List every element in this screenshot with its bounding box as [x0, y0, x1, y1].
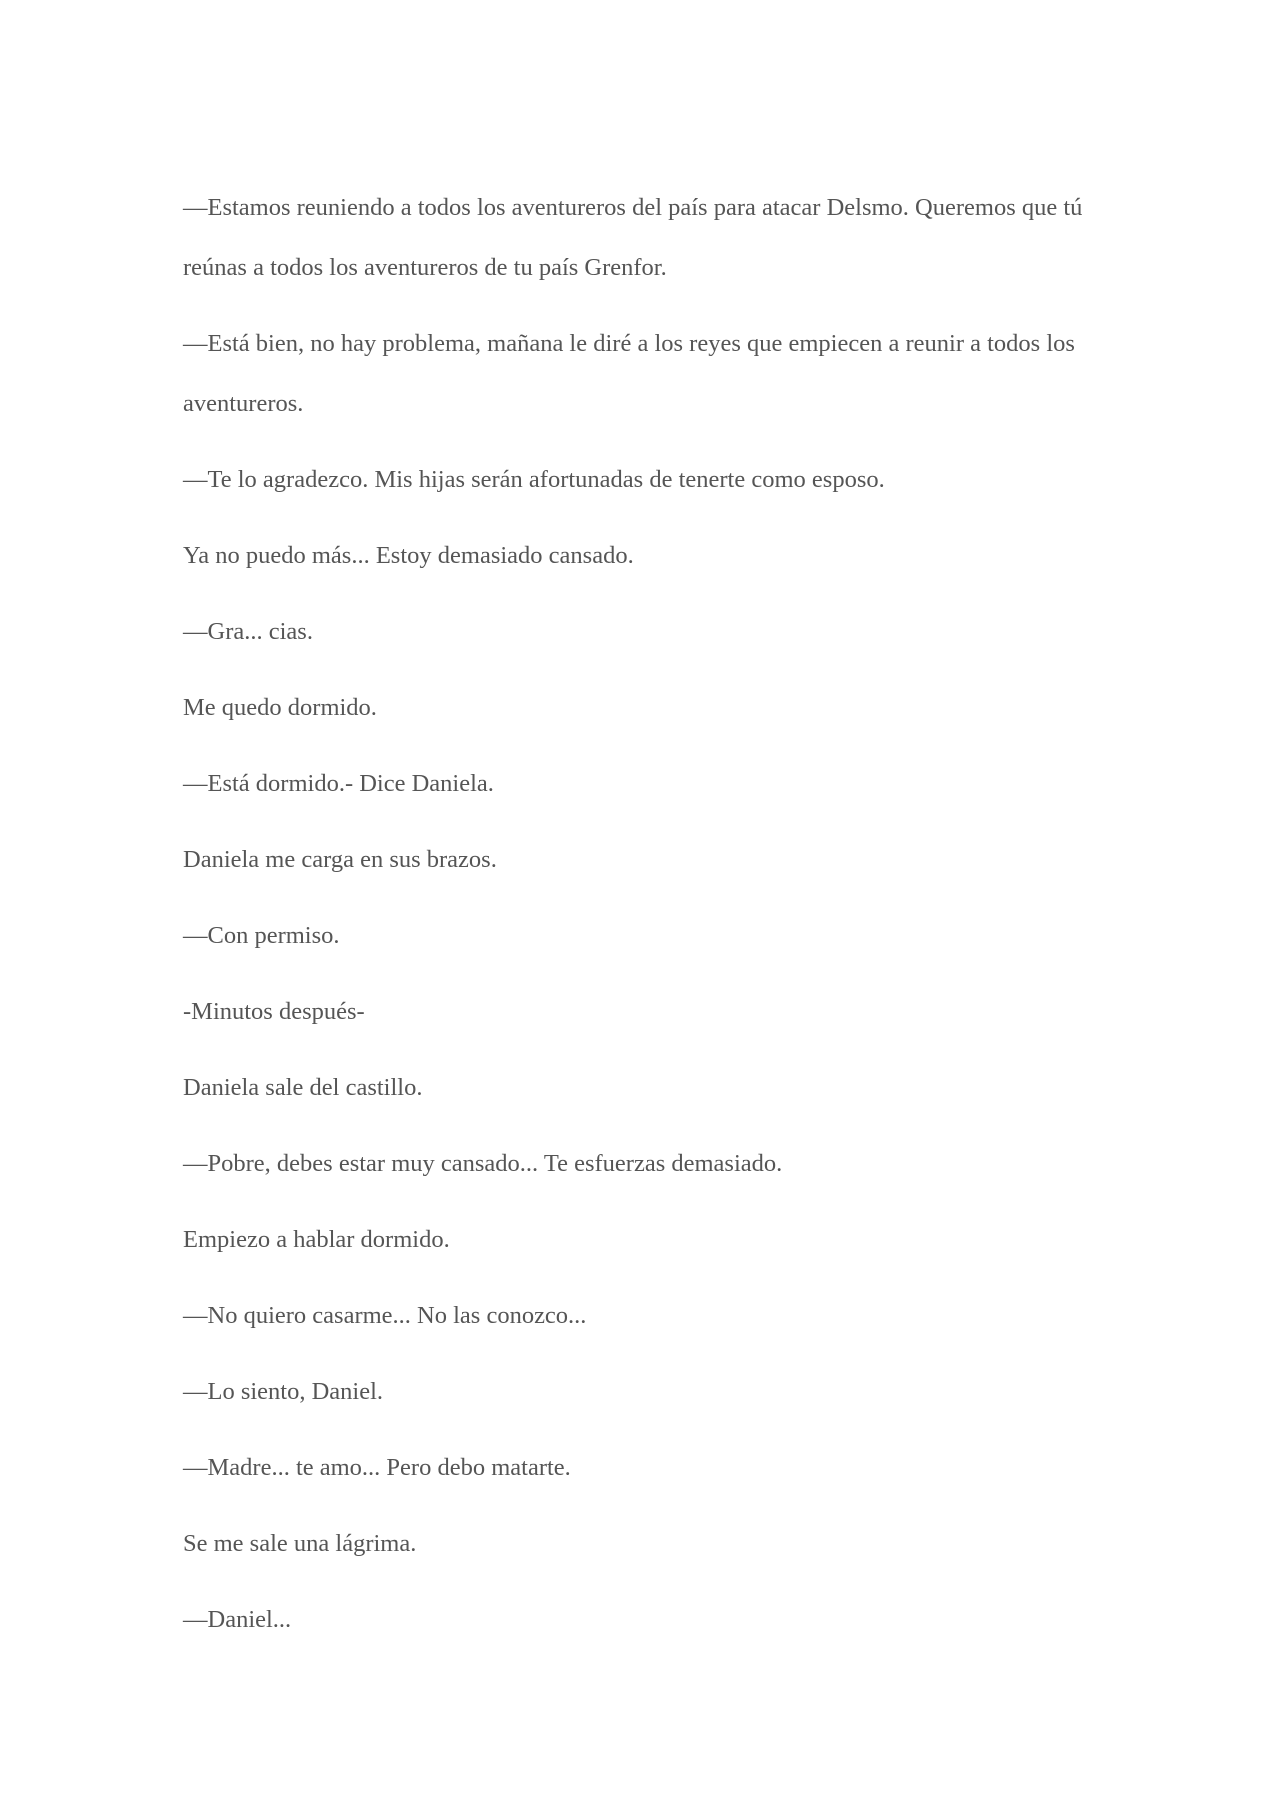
paragraph-12: —Pobre, debes estar muy cansado... Te esfuerzas demasiado. [183, 1150, 783, 1177]
paragraph-3: —Te lo agradezco. Mis hijas serán afortunadas de tenerte como esposo. [183, 466, 885, 493]
paragraph-9: —Con permiso. [183, 922, 340, 949]
paragraph-4: Ya no puedo más... Estoy demasiado cansado. [183, 542, 634, 569]
paragraph-1: —Estamos reuniendo a todos los aventureros del país para atacar Delsmo. Queremos que tú reúnas a todos los aventureros de tu país Grenfor. [183, 194, 1083, 281]
paragraph-6: Me quedo dormido. [183, 694, 377, 721]
paragraph-16: —Madre... te amo... Pero debo matarte. [183, 1454, 571, 1481]
document-body [183, 178, 1098, 1666]
paragraph-7: —Está dormido.- Dice Daniela. [183, 770, 494, 797]
paragraph-14: —No quiero casarme... No las conozco... [183, 1302, 587, 1329]
paragraph-15: —Lo siento, Daniel. [183, 1378, 384, 1405]
paragraph-5: —Gra... cias. [183, 618, 313, 645]
paragraph-10: -Minutos después- [183, 998, 365, 1025]
paragraph-2: —Está bien, no hay problema, mañana le diré a los reyes que empiecen a reunir a todos los aventureros. [183, 330, 1075, 417]
paragraph-17: Se me sale una lágrima. [183, 1530, 417, 1557]
paragraph-18: —Daniel... [183, 1606, 292, 1633]
paragraph-13: Empiezo a hablar dormido. [183, 1226, 450, 1253]
paragraph-8: Daniela me carga en sus brazos. [183, 846, 497, 873]
paragraph-11: Daniela sale del castillo. [183, 1074, 423, 1101]
